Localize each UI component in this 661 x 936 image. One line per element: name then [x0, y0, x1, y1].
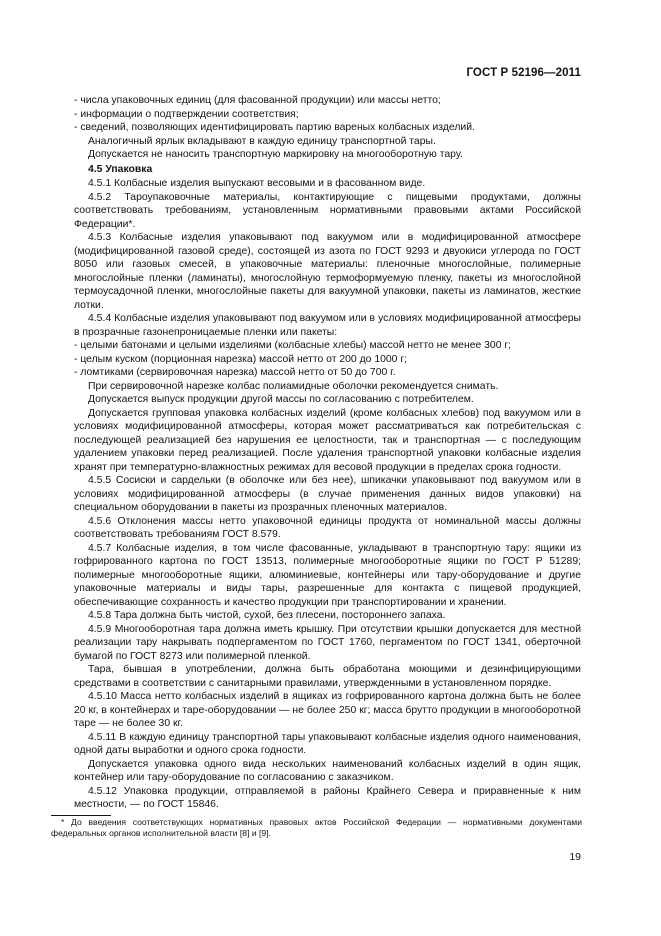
paragraph: Тара, бывшая в употреблении, должна быть обработана моющими и дезинфицирующими средствами в соответствии с санитарными правилами, утвержденными в установленном порядке. — [74, 664, 581, 689]
paragraph: 4.5.5 Сосиски и сардельки (в оболочке или без нее), шпикачки упаковывают под вакуумом или в условиях модифицированной атмосферы (в случае применения данных видов упаковки) на специальном оборудовании в пакеты из прозрачных пленочных материалов. — [74, 475, 581, 513]
paragraph: 4.5.8 Тара должна быть чистой, сухой, без плесени, постороннего запаха. — [88, 610, 446, 621]
paragraph: Допускается не наносить транспортную маркировку на многооборотную тару. — [88, 149, 463, 160]
paragraph: 4.5.7 Колбасные изделия, в том числе фасованные, укладывают в транспортную тару: ящики из гофрированного картона по ГОСТ 13513, полимерные многооборотные ящики по ГОСТ Р 51289; полимерные многооборотные ящики, алюминиевые, контейнеры или тару-оборудование и другие упаковочные материалы и виды тары, разрешенные для контакта с пищевой продукцией, обеспечивающие сохранность и качество продукции при транспортировании и хранении. — [74, 542, 581, 608]
paragraph: 4.5.6 Отклонения массы нетто упаковочной единицы продукта от номинальной массы должны соответствовать требованиям ГОСТ 8.579. — [74, 515, 581, 540]
list-item: - ломтиками (сервировочная нарезка) массой нетто от 50 до 700 г. — [74, 367, 396, 378]
section-heading: 4.5 Упаковка — [88, 163, 153, 175]
page-number: 19 — [569, 851, 581, 863]
paragraph: 4.5.4 Колбасные изделия упаковывают под вакуумом или в условиях модифицированной атмосферы в прозрачные газонепроницаемые пленки или пакеты: — [74, 313, 581, 338]
footnote — [51, 817, 582, 839]
footnote-separator — [51, 815, 111, 816]
paragraph: Допускается выпуск продукции другой массы по согласованию с потребителем. — [88, 394, 474, 405]
paragraph: 4.5.9 Многооборотная тара должна иметь крышку. При отсутствии крышки допускается для местной реализации тару накрывать подпергаментом по ГОСТ 1760, пергаментом по ГОСТ 1341, оберточной бумагой по ГОСТ 8273 или полимерной пленкой. — [74, 623, 581, 662]
list-item: - информации о подтверждении соответствия; — [74, 108, 299, 120]
paragraph: 4.5.2 Тароупаковочные материалы, контактирующие с пищевыми продуктами, должны соответствовать требованиям, установленным нормативными правовыми актами Российской Федерации*. — [74, 191, 581, 230]
paragraph: 4.5.10 Масса нетто колбасных изделий в ящиках из гофрированного картона должна быть не более 20 кг, в контейнерах и таре-оборудовании — не более 250 кг; масса брутто продукции в многооборотной таре — не более 30 кг. — [74, 691, 581, 729]
paragraph: 4.5.12 Упаковка продукции, отправляемой в районы Крайнего Севера и приравненные к ним местности, — по ГОСТ 15846. — [74, 785, 581, 810]
list-item: - числа упаковочных единиц (для фасованной продукции) или массы нетто; — [74, 95, 441, 106]
list-item: - сведений, позволяющих идентифицировать партию вареных колбасных изделий. — [74, 122, 475, 133]
paragraph: 4.5.11 В каждую единицу транспортной тары упаковывают колбасные изделия одного наименования, одной даты выработки и одного срока годности. — [74, 731, 581, 756]
paragraph: Аналогичный ярлык вкладывают в каждую единицу транспортной тары. — [88, 135, 436, 147]
paragraph: Допускается упаковка одного вида нескольких наименований колбасных изделий в один ящик, контейнер или тару-оборудование по согласованию с заказчиком. — [74, 758, 581, 783]
paragraph: Допускается групповая упаковка колбасных изделий (кроме колбасных хлебов) под вакуумом или в условиях модифицированной атмосферы, которая может рассматриваться как потребительская с последующей реализацией без нарушения ее целостности, так и транспортная — с последующим удалением упаковки перед реализацией. После удаления транспортной упаковки колбасные изделия хранят при температурно-влажностных режимах для весовой продукции в пределах срока годности. — [74, 407, 581, 473]
paragraph: 4.5.1 Колбасные изделия выпускают весовыми и в фасованном виде. — [88, 178, 426, 189]
body-text — [74, 94, 581, 812]
list-item: - целыми батонами и целыми изделиями (колбасные хлебы) массой нетто не менее 300 г; — [74, 340, 512, 351]
footnote-text: * До введения соответствующих нормативных правовых актов Российской Федерации — нормативными документами федеральных органов исполнительной власти [8] и [9]. — [51, 817, 582, 839]
paragraph: 4.5.3 Колбасные изделия упаковывают под вакуумом или в модифицированной атмосфере (модифицированной газовой среде), состоящей из азота по ГОСТ 9293 и двуокиси углерода по ГОСТ 8050 или газовых смесей, в упаковочные материалы: пленочные многослойные, полимерные многослойные пленки (ламинаты), многослойную термоформуемую пленку, пакеты из многослойной термоусадочной пленки, многослойные пакеты для вакуумной упаковки, пакеты из ламинатов, жесткие лотки. — [74, 232, 581, 311]
document-header: ГОСТ Р 52196—2011 — [466, 67, 581, 79]
list-item: - целым куском (порционная нарезка) массой нетто от 200 до 1000 г; — [74, 353, 408, 365]
paragraph: При сервировочной нарезке колбас полиамидные оболочки рекомендуется снимать. — [88, 380, 499, 392]
